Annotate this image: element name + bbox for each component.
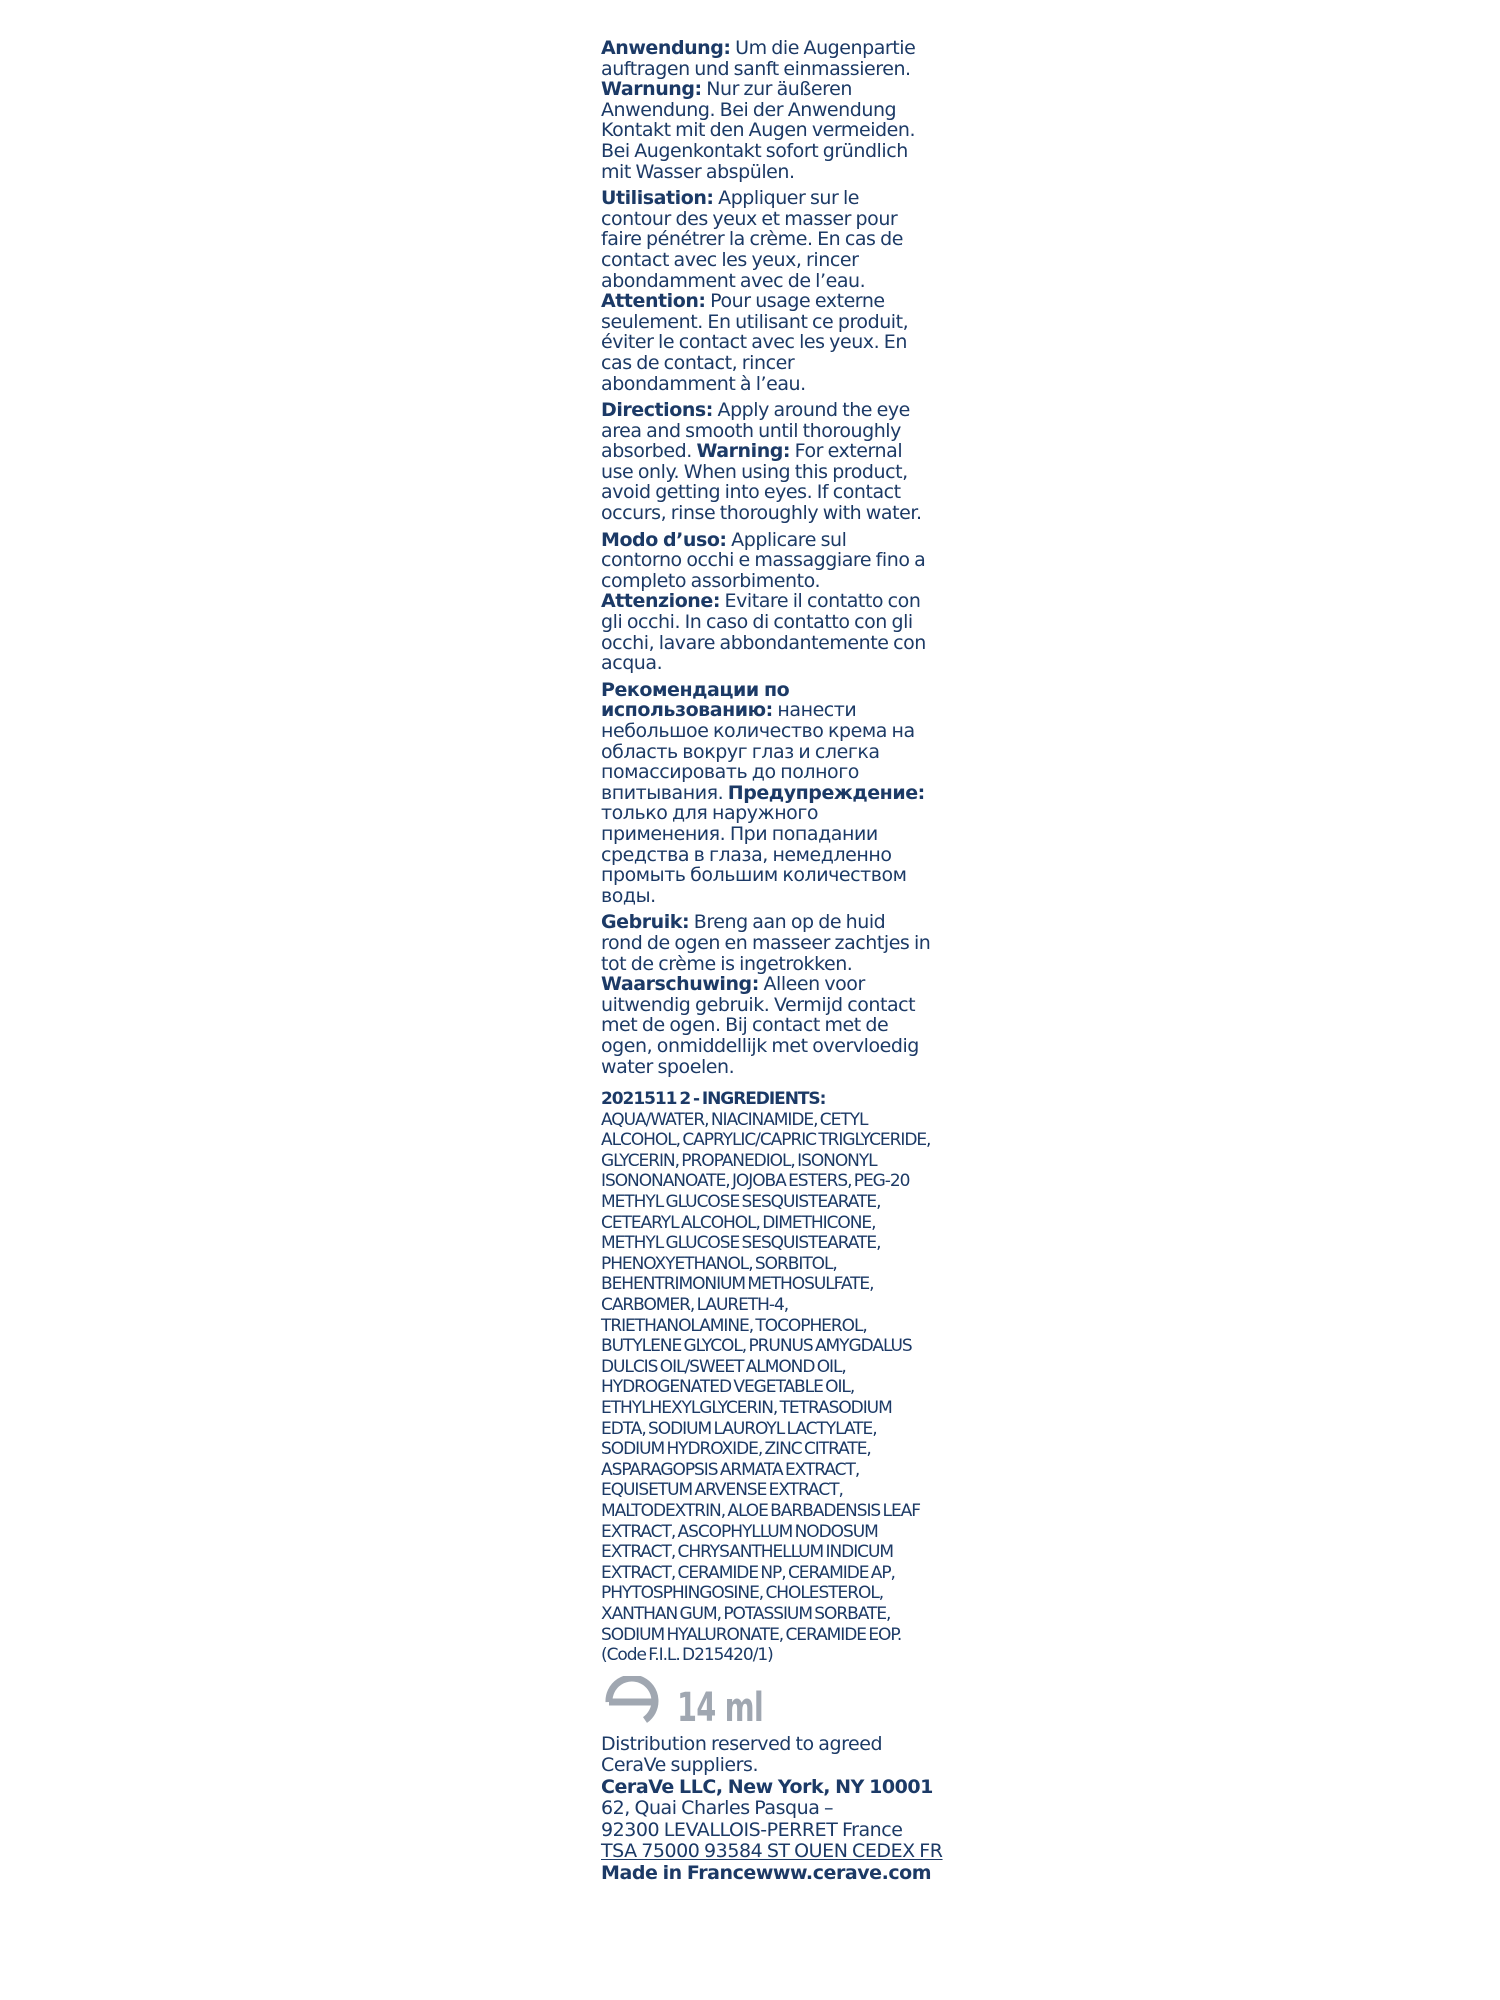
made-in-france: Made in France — [601, 1861, 756, 1884]
section-german — [601, 38, 931, 182]
section-label: Gebruik: — [601, 911, 690, 934]
distribution-line: Distribution reserved to agreed — [601, 1732, 883, 1755]
ingredients-label: 2021511 2 - INGREDIENTS: — [601, 1089, 826, 1110]
section-label: Attenzione: — [601, 590, 720, 613]
made-in-row — [601, 1863, 931, 1885]
company-name: CeraVe LLC, New York, NY 10001 — [601, 1775, 933, 1798]
section-text: Pour usage externe seulement. En utilisant ce produit, éviter le contact avec les yeux. En cas de contact, rincer abondamment à l’eau. — [601, 290, 909, 395]
section-text: Apply around the eye area and smooth until thoroughly absorbed. — [601, 399, 910, 463]
section-french — [601, 188, 931, 394]
section-label: Waarschuwing: — [601, 973, 759, 996]
fil-code: (Code F.I.L. D215420/1) — [601, 1645, 773, 1666]
address-line: 92300 LEVALLOIS-PERRET France — [601, 1818, 903, 1841]
section-text: Nur zur äußeren Anwendung. Bei der Anwendung Kontakt mit den Augen vermeiden. Bei Augenkontakt sofort gründlich mit Wasser abspülen. — [601, 78, 916, 183]
section-dutch — [601, 912, 931, 1077]
section-text: Applicare sul contorno occhi e massaggiare fino a completo assorbimento. — [601, 528, 926, 592]
section-label: Предупреждение: — [727, 781, 925, 804]
website-link[interactable]: www.cerave.com — [755, 1861, 932, 1884]
ingredients-list — [601, 1089, 931, 1666]
section-text: Um die Augenpartie auftragen und sanft einmassieren. — [601, 37, 916, 80]
section-italian — [601, 530, 931, 674]
section-label: Attention: — [601, 290, 706, 313]
section-text: Evitare il contatto con gli occhi. In caso di contatto con gli occhi, lavare abbondantemente con acqua. — [601, 590, 926, 675]
address-line: 62, Quai Charles Pasqua – — [601, 1797, 834, 1820]
distribution-info — [601, 1732, 943, 1885]
section-label: Anwendung: — [601, 37, 731, 59]
section-russian — [601, 680, 931, 907]
section-text: For external use only. When using this product, avoid getting into eyes. If contact occurs, rinse thoroughly with water. — [601, 440, 922, 525]
section-label: Directions: — [601, 399, 713, 422]
section-label: Utilisation: — [601, 187, 714, 210]
estimated-sign-icon — [601, 1676, 661, 1728]
address-line: TSA 75000 93584 ST OUEN CEDEX FR — [601, 1840, 943, 1863]
section-text: Appliquer sur le contour des yeux et masser pour faire pénétrer la crème. En cas de contact avec les yeux, rincer abondamment avec de l’eau. — [601, 187, 903, 292]
distribution-line: CeraVe suppliers. — [601, 1754, 759, 1777]
section-label: Modo d’uso: — [601, 528, 727, 551]
product-label — [601, 37, 943, 1884]
section-label: Warning: — [696, 440, 791, 463]
section-english — [601, 400, 931, 524]
volume-row — [601, 1672, 931, 1731]
section-text: нанести небольшое количество крема на область вокруг глаз и слегка помассировать до полного впитывания. — [601, 699, 915, 804]
section-text: Alleen voor uitwendig gebruik. Vermijd contact met de ogen. Bij contact met de ogen, onmiddellijk met overvloedig water spoelen. — [601, 973, 919, 1078]
section-label: Warnung: — [601, 78, 702, 101]
section-label: Рекомендации по использованию: — [601, 678, 790, 722]
section-text: Breng aan op de huid rond de ogen en masseer zachtjes in tot de crème is ingetrokken. — [601, 911, 931, 975]
ingredients-text: AQUA/WATER, NIACINAMIDE, CETYL ALCOHOL, CAPRYLIC/CAPRIC TRIGLYCERIDE, GLYCERIN, PROPANEDIOL, ISONONYL ISONONANOATE, JOJOBA ESTERS, PEG-20 METHYL GLUCOSE SESQUISTEARATE, CETEARYL ALCOHOL, DIMETHICONE, METHYL GLUCOSE SESQUISTEARATE, PHENOXYETHANOL, SORBITOL, BEHENTRIMONIUM METHOSULFATE, CARBOMER, LAURETH-4, TRIETHANOLAMINE, TOCOPHEROL, BUTYLENE GLYCOL, PRUNUS AMYGDALUS DULCIS OIL/SWEET ALMOND OIL, HYDROGENATED VEGETABLE OIL, ETHYLHEXYLGLYCERIN, TETRASODIUM EDTA, SODIUM LAUROYL LACTYLATE, SODIUM HYDROXIDE, ZINC CITRATE, ASPARAGOPSIS ARMATA EXTRACT, EQUISETUM ARVENSE EXTRACT, MALTODEXTRIN, ALOE BARBADENSIS LEAF EXTRACT, ASCOPHYLLUM NODOSUM EXTRACT, CHRYSANTHELLUM INDICUM EXTRACT, CERAMIDE NP, CERAMIDE AP, PHYTOSPHINGOSINE, CHOLESTEROL, XANTHAN GUM, POTASSIUM SORBATE, SODIUM HYALURONATE, CERAMIDE EOP. — [601, 1109, 931, 1645]
section-text: только для наружного применения. При попадании средства в глаза, немедленно промыть большим количеством воды. — [601, 802, 907, 907]
volume-text: 14 ml — [677, 1684, 763, 1731]
